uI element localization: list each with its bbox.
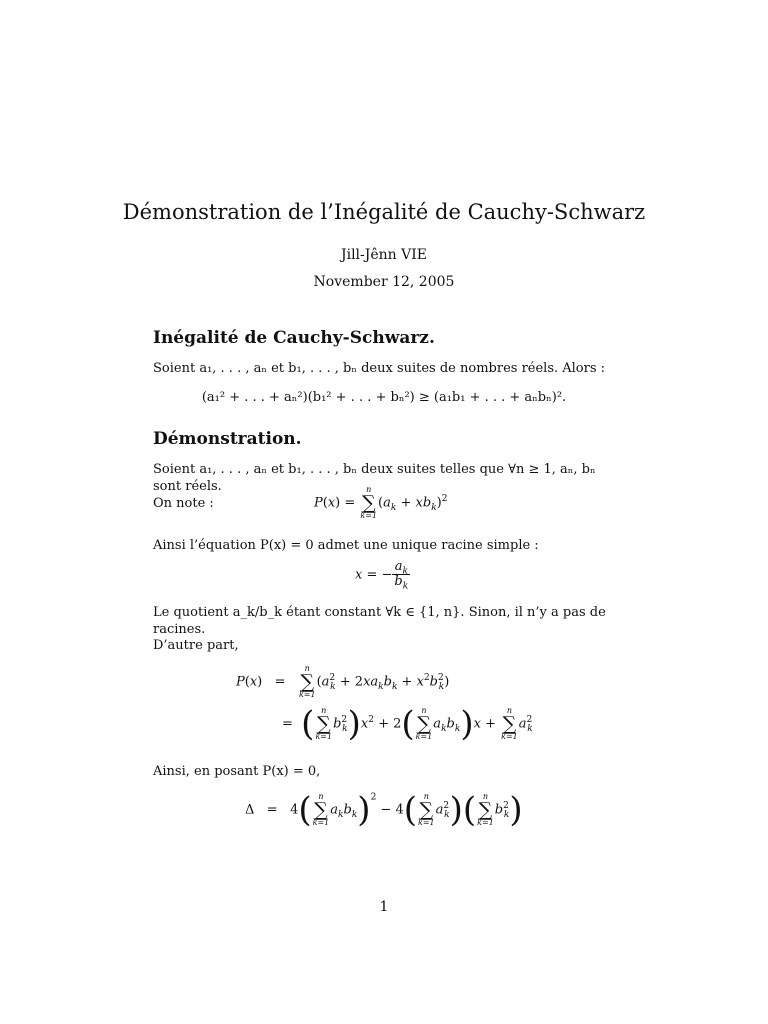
page-title: Démonstration de l’Inégalité de Cauchy-Schwarz: [122, 200, 646, 224]
demo-paragraph-4: [153, 604, 623, 638]
sum-symbol: n ∑ k=1: [312, 792, 330, 827]
demo-paragraph-3: [153, 537, 623, 554]
inequality-equation: [0, 390, 768, 405]
sum-symbol: n ∑ k=1: [418, 792, 435, 827]
sum-symbol: n ∑ k=1: [298, 664, 316, 699]
sum-symbol: n ∑ k=1: [477, 792, 494, 827]
equation-root: x = − $\frac{a_k}{b_k}$: [355, 559, 409, 592]
section-heading-inequality: Inégalité de Cauchy-Schwarz.: [153, 328, 435, 348]
fraction: $\frac{a_k}{b_k}$: [394, 559, 409, 592]
intro-paragraph: [153, 360, 623, 377]
equation-expand-1: P(x) = n ∑ k=1 $(a^2_k + 2xa_kb_k + x^2b^2_k)$: [236, 664, 450, 699]
demo-text-1: Soient a₁, . . . , aₙ et b₁, . . . , bₙ deux suites telles que ∀n ≥ 1, aₙ, bₙ sont réels.: [153, 462, 596, 494]
sum-symbol: n ∑ k=1: [415, 706, 433, 741]
equation-delta: Δ = 4( n ∑ k=1 $a_kb_k)^2 - 4$( n ∑ k=1 $a^2_k$)( n ∑ k=1 $b^2_k$): [245, 790, 523, 830]
equation-P-definition: P(x) = n ∑ k=1 $(a_k + xb_k)^2$: [314, 485, 448, 520]
page-number: 1: [379, 899, 389, 915]
demo-text-2: On note :: [153, 496, 214, 511]
sum-symbol: n ∑ k=1: [360, 485, 378, 520]
intro-text: Soient a₁, . . . , aₙ et b₁, . . . , bₙ deux suites de nombres réels. Alors :: [153, 361, 606, 376]
date: November 12, 2005: [313, 274, 455, 290]
inequality-text: (a₁² + . . . + aₙ²)(b₁² + . . . + bₙ²) ≥ (a₁b₁ + . . . + aₙbₙ)².: [201, 390, 567, 405]
demo-paragraph-5: [153, 637, 623, 654]
demo-text-4: Le quotient a_k/b_k étant constant ∀k ∈ {1, n}. Sinon, il n’y a pas de racines.: [153, 605, 606, 637]
demo-text-3: Ainsi l’équation P(x) = 0 admet une unique racine simple :: [153, 538, 539, 553]
section-heading-demonstration: Démonstration.: [153, 429, 302, 449]
equation-expand-2: = ( n ∑ k=1 $b^2_k)x^2 + 2$( n ∑ k=1 $a_kb_k)x$ + n ∑ k=1 $a^2_k$: [282, 704, 533, 744]
sum-symbol: n ∑ k=1: [315, 706, 333, 741]
author: Jill-Jênn VIE: [340, 247, 428, 263]
demo-paragraph-6: [153, 763, 623, 780]
sum-symbol: n ∑ k=1: [501, 706, 518, 741]
demo-text-5: D’autre part,: [153, 638, 239, 653]
demo-text-6: Ainsi, en posant P(x) = 0,: [153, 764, 321, 779]
